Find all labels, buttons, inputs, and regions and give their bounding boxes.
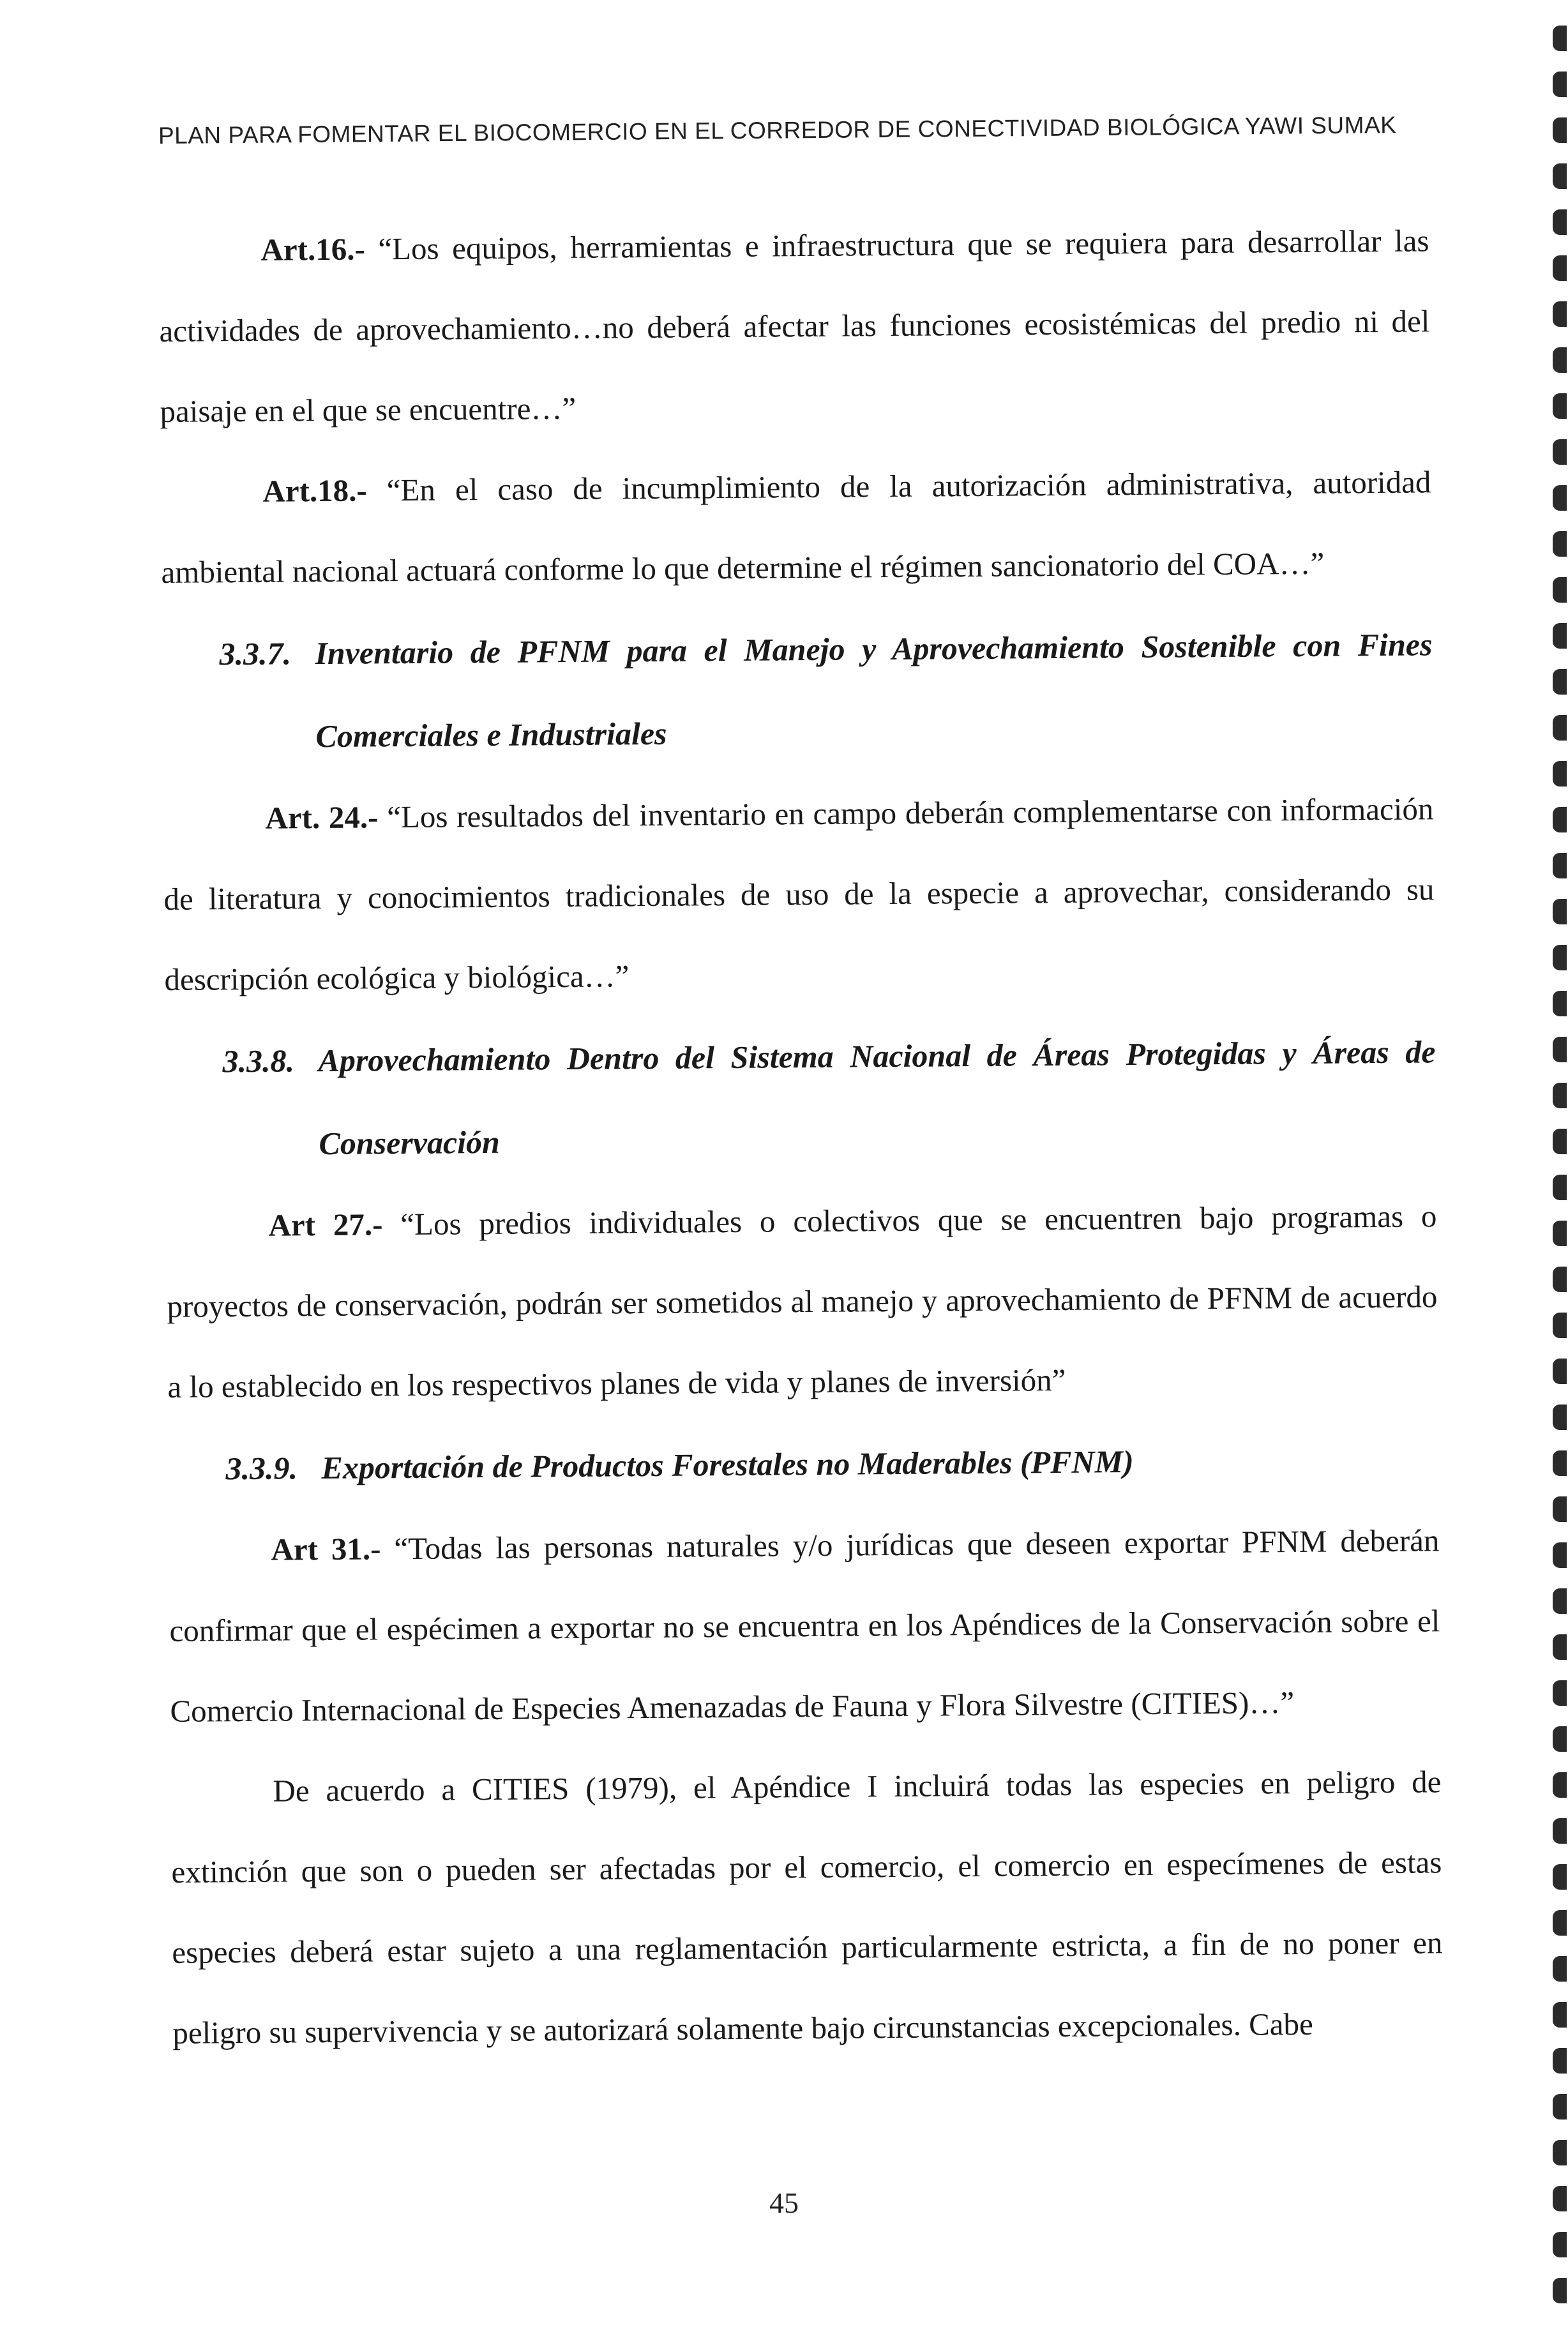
section-heading-3-3-8 — [222, 1010, 1436, 1186]
section-heading-3-3-9 — [225, 1417, 1439, 1510]
article-18-label: Art.18.- — [262, 472, 367, 509]
binding-ring — [1553, 761, 1567, 787]
binding-ring — [1553, 1496, 1567, 1522]
article-31-text: “Todas las personas naturales y/o jurídicas que deseen exportar PFNM deberán confirmar que el espécimen a exportar no se encuentra en los Apéndices de la Conservación sobre el Comercio Internacional de Especies Amenazadas de Fauna y Flora Silvestre (CITIES)…” — [169, 1523, 1440, 1729]
article-16-label: Art.16.- — [260, 231, 365, 267]
binding-ring — [1553, 1588, 1567, 1614]
article-31-paragraph — [169, 1500, 1441, 1752]
article-16-paragraph — [158, 200, 1431, 452]
binding-ring — [1553, 2140, 1567, 2165]
binding-ring — [1553, 439, 1567, 465]
binding-ring — [1553, 347, 1567, 373]
binding-ring — [1553, 1359, 1567, 1384]
binding-ring — [1553, 1956, 1567, 1982]
binding-ring — [1553, 1864, 1567, 1890]
binding-ring — [1553, 807, 1567, 832]
binding-ring — [1553, 2002, 1567, 2028]
binding-ring — [1553, 255, 1567, 281]
binding-ring — [1553, 945, 1567, 970]
binding-ring — [1553, 117, 1567, 143]
binding-ring — [1553, 163, 1567, 189]
binding-ring — [1553, 623, 1567, 649]
binding-ring — [1553, 1634, 1567, 1660]
binding-ring — [1553, 1313, 1567, 1338]
binding-ring — [1553, 1221, 1567, 1246]
page-number: 45 — [769, 2187, 799, 2219]
page-body — [158, 200, 1444, 2074]
binding-ring — [1553, 1680, 1567, 1706]
section-title: Inventario de PFNM para el Manejo y Aprovechamiento Sostenible con Fines Comerciales e Industriales — [315, 626, 1433, 755]
binding-ring — [1553, 2186, 1567, 2211]
binding-ring — [1553, 1542, 1567, 1568]
binding-ring — [1553, 1404, 1567, 1430]
binding-ring — [1553, 26, 1567, 51]
binding-ring — [1553, 2232, 1567, 2257]
binding-ring — [1553, 991, 1567, 1016]
spiral-binding — [1546, 0, 1568, 2334]
binding-ring — [1553, 1129, 1567, 1154]
article-18-text: “En el caso de incumplimiento de la autorización administrativa, autoridad ambiental nacional actuará conforme lo que determine el régimen sancionatorio del COA…” — [161, 464, 1431, 590]
binding-ring — [1553, 2278, 1567, 2303]
article-27-label: Art 27.- — [268, 1207, 383, 1243]
article-24-label: Art. 24.- — [265, 799, 379, 836]
section-heading-3-3-7 — [219, 603, 1433, 778]
binding-ring — [1553, 301, 1567, 327]
binding-ring — [1553, 72, 1567, 97]
section-title: Aprovechamiento Dentro del Sistema Nacional de Áreas Protegidas y Áreas de Conservación — [318, 1034, 1436, 1162]
binding-ring — [1553, 531, 1567, 557]
binding-ring — [1553, 2048, 1567, 2074]
binding-ring — [1553, 853, 1567, 878]
binding-ring — [1553, 1910, 1567, 1936]
binding-ring — [1553, 393, 1567, 419]
binding-ring — [1553, 899, 1567, 924]
article-16-text: “Los equipos, herramientas e infraestructura que se requiera para desarrollar las actividades de aprovechamiento…no deberá afectar las funciones ecosistémicas del predio ni del paisaje en el que se encuentre…” — [159, 223, 1430, 429]
article-27-text: “Los predios individuales o colectivos que se encuentren bajo programas o proyectos de conservación, podrán ser sometidos al manejo y aprovechamiento de PFNM de acuerdo a lo establecido en los respectivos planes de vida y planes de inversión” — [167, 1198, 1438, 1404]
binding-ring — [1553, 1726, 1567, 1752]
article-27-paragraph — [166, 1176, 1438, 1427]
binding-ring — [1553, 485, 1567, 511]
article-18-paragraph — [160, 442, 1432, 613]
section-number: 3.3.9. — [225, 1450, 298, 1487]
binding-ring — [1553, 2094, 1567, 2119]
binding-ring — [1553, 1175, 1567, 1200]
section-number: 3.3.7. — [219, 635, 292, 672]
article-31-label: Art 31.- — [271, 1531, 381, 1567]
article-24-paragraph — [163, 769, 1435, 1020]
binding-ring — [1553, 1450, 1567, 1476]
binding-ring — [1553, 1083, 1567, 1108]
article-24-text: “Los resultados del inventario en campo deberán complementarse con información de literatura y conocimientos tradicionales de uso de la especie a aprovechar, considerando su descripción ecológica y biológica…” — [163, 791, 1435, 997]
binding-ring — [1553, 209, 1567, 235]
section-title: Exportación de Productos Forestales no Maderables (PFNM) — [321, 1443, 1134, 1486]
running-header: PLAN PARA FOMENTAR EL BIOCOMERCIO EN EL CORREDOR DE CONECTIVIDAD BIOLÓGICA YAWI SUMAK — [158, 112, 1397, 149]
section-number: 3.3.8. — [222, 1043, 295, 1080]
binding-ring — [1553, 669, 1567, 695]
binding-ring — [1553, 1772, 1567, 1798]
binding-ring — [1553, 1267, 1567, 1292]
binding-ring — [1553, 1037, 1567, 1062]
binding-ring — [1553, 1818, 1567, 1844]
binding-ring — [1553, 577, 1567, 603]
binding-ring — [1553, 715, 1567, 741]
cities-paragraph: De acuerdo a CITIES (1979), el Apéndice I incluirá todas las especies en peligro de extinción que son o pueden ser afectadas por el comercio, el comercio en especímenes de estas especies deberá estar sujeto a una reglamentación particularmente estricta, a fin de no poner en peligro su supervivencia y se autorizará solamente bajo circunstancias excepcionales. Cabe — [171, 1764, 1443, 2051]
